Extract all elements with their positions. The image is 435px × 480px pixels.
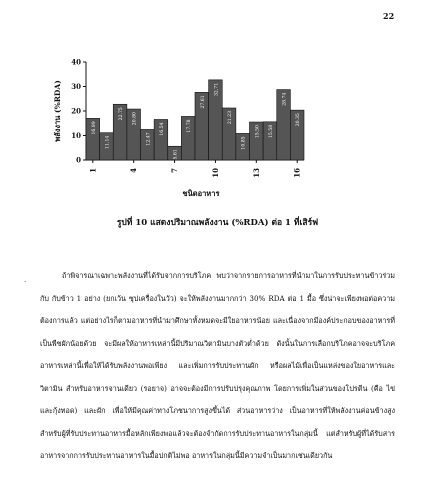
bar-value-label: 22.75 — [119, 107, 125, 121]
bar-value-label: 15.58 — [268, 124, 274, 138]
margin-mark: · — [24, 278, 27, 286]
y-tick-label: 20 — [71, 106, 81, 116]
bar-value-label: 20.35 — [296, 113, 302, 127]
bar-value-label: 28.74 — [282, 92, 288, 106]
bar-value-label: 17.78 — [187, 119, 193, 133]
x-axis-title: ชนิดอาหาร — [182, 189, 220, 198]
y-tick-label: 10 — [71, 131, 81, 140]
bar-value-label: 20.80 — [132, 112, 138, 126]
x-tick-label: 16 — [292, 168, 302, 178]
y-tick-label: 0 — [76, 155, 81, 165]
bar-value-label: 21.23 — [228, 110, 234, 125]
x-tick-label: 10 — [210, 168, 220, 178]
figure-caption: รูปที่ 10 แสดงปริมาณพลังงาน (%RDA) ต่อ 1 ที่เสิร์ฟ — [116, 218, 319, 228]
y-tick-label: 40 — [71, 57, 81, 67]
x-tick-label: 13 — [251, 168, 261, 178]
energy-bar-chart — [50, 50, 320, 200]
x-tick-label: 7 — [170, 168, 180, 173]
bar-value-label: 12.47 — [146, 132, 152, 146]
paragraph-text: ถ้าพิจารณาเฉพาะพลังงานที่ได้รับจากการบริโภค พบว่าจากรายการอาหารที่นำมาในการรับประทานข้าวร่วมกับ กับข้าว 1 อย่าง (ยกเว้น ซุปเครื่องในวัว) จะให้พลังงานมากกว่า 30% RDA ต่อ 1 มื้อ ซึ่งน่าจะเพียงพอต่อความต้องการแล้ว แต่อย่างไรก็ตามอาหารที่นำมาศึกษาทั้งหมดจะมีใยอาหารน้อย และเนื่องจากมีองค์ประกอบของอาหารที่เป็นพืชผักน้อยด้วย จะมีผลให้อาหารเหล่านี้มีปริมาณวิตามินบางตัวต่ำด้วย ดังนั้นในการเลือกบริโภคอาจจะบริโภคอาหารเหล่านี้เพื่อให้ได้รับพลังงานพอเพียง และเพิ่มการรับประทานผัก หรือผลไม้เพื่อเป็นแหล่งของใยอาหารและวิตามิน สำหรับอาหารจานเดียว (รอยาจ) อาจจะต้องมีการปรับปรุงคุณภาพ โดยการเพิ่มในส่วนของโปรตีน (คือ ไข่ และกุ้งทอด) และผัก เพื่อให้มีคุณค่าทางโภชนาการสูงขึ้นได้ ส่วนอาหารว่าง เป็นอาหารที่ให้พลังงานค่อนข้างสูง สำหรับผู้ที่รับประทานอาหารมื้อหลักเพียงพอแล้วจะต้องจำกัดการรับประทานอาหารในกลุ่มนี้ แต่สำหรับผู้ที่ได้รับสารอาหารจากการรับประทานอาหารในมื้อปกติไม่พอ อาหารในกลุ่มนี้มีความจำเป็นมากเช่นเดียวกัน — [40, 271, 395, 460]
bar-value-label: 10.85 — [241, 136, 247, 150]
bar-value-label: 16.54 — [159, 122, 165, 136]
y-axis-title: พลังงาน (%RDA) — [53, 80, 62, 142]
x-tick-label: 1 — [88, 168, 98, 173]
bar-value-label: 5.61 — [173, 149, 179, 160]
body-paragraph — [40, 265, 395, 468]
page-number: 22 — [383, 11, 395, 21]
bar-value-label: 32.71 — [214, 82, 220, 97]
x-tick-label: 4 — [129, 168, 139, 173]
bar-value-label: 15.50 — [255, 125, 261, 139]
y-tick-label: 30 — [71, 82, 81, 91]
bar-value-label: 16.99 — [91, 121, 97, 135]
bar-value-label: 27.61 — [200, 95, 206, 109]
bar-value-label: 11.14 — [105, 135, 111, 149]
